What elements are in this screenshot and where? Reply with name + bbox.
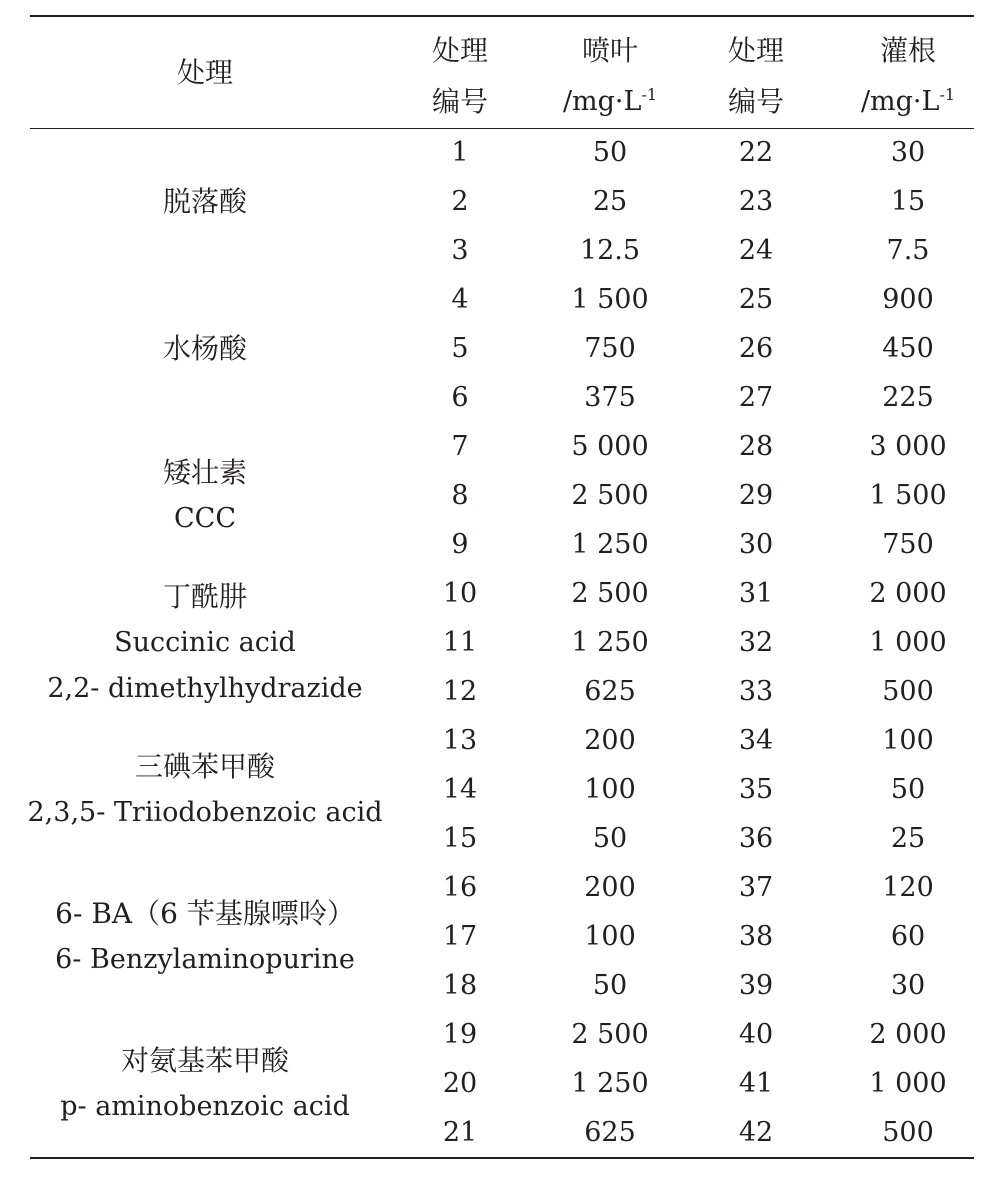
treatment-cell xyxy=(30,422,380,569)
treatment-no-root: 37 xyxy=(738,872,774,903)
treatment-no-spray: 3 xyxy=(451,235,469,266)
bottom-rule xyxy=(30,1157,974,1159)
treatment-no-root: 32 xyxy=(738,627,774,658)
header-no2-line1: 处理 xyxy=(727,34,784,67)
header-spray-line1: 喷叶 xyxy=(581,34,638,67)
treatment-no-root: 24 xyxy=(738,235,774,266)
treatment-name: 脱落酸 xyxy=(162,184,247,218)
treatment-no-spray: 11 xyxy=(442,627,478,658)
root-conc: 120 xyxy=(882,872,934,903)
treatment-no-root: 26 xyxy=(738,333,774,364)
root-conc: 2 000 xyxy=(869,578,947,609)
spray-conc: 1 500 xyxy=(571,284,649,315)
treatment-no-spray: 1 xyxy=(451,137,469,168)
treatment-no-root: 38 xyxy=(738,921,774,952)
spray-conc: 1 250 xyxy=(571,529,649,560)
root-conc: 2 000 xyxy=(869,1019,947,1050)
treatment-no-spray: 18 xyxy=(442,970,478,1001)
treatment-no-spray: 13 xyxy=(442,725,478,756)
treatment-no-spray: 7 xyxy=(451,431,469,462)
treatment-name-alt: 2,3,5- Triiodobenzoic acid xyxy=(27,796,383,828)
treatment-no-root: 33 xyxy=(738,676,774,707)
spray-conc: 100 xyxy=(584,774,636,805)
root-conc: 30 xyxy=(890,970,926,1001)
root-conc: 500 xyxy=(882,1117,934,1148)
treatment-no-root: 27 xyxy=(738,382,774,413)
treatment-no-spray: 20 xyxy=(442,1068,478,1099)
treatment-no-spray: 16 xyxy=(442,872,478,903)
treatment-no-spray: 12 xyxy=(442,676,478,707)
header-spray-unit-text: /mg·L xyxy=(562,86,642,117)
root-conc: 450 xyxy=(882,333,934,364)
root-conc: 50 xyxy=(890,774,926,805)
treatment-no-spray: 21 xyxy=(442,1117,478,1148)
spray-conc: 1 250 xyxy=(571,1068,649,1099)
treatment-no-spray: 8 xyxy=(451,480,469,511)
treatment-no-spray: 10 xyxy=(442,578,478,609)
root-conc: 1 500 xyxy=(869,480,947,511)
treatment-no-spray: 4 xyxy=(451,284,469,315)
spray-conc: 625 xyxy=(584,676,636,707)
spray-conc: 200 xyxy=(584,725,636,756)
treatment-name: 丁酰肼 xyxy=(162,579,247,613)
treatment-name: 矮壮素 xyxy=(162,455,247,489)
root-conc: 7.5 xyxy=(886,235,930,266)
header-no1-line2: 编号 xyxy=(431,85,488,118)
spray-conc: 2 500 xyxy=(571,578,649,609)
treatment-cell xyxy=(30,1010,380,1157)
treatment-name: 水杨酸 xyxy=(162,331,247,365)
header-root-unit-exp: -1 xyxy=(939,85,956,104)
treatment-cell xyxy=(30,128,380,275)
header-root-unit xyxy=(838,87,978,117)
treatment-name-alt: p- aminobenzoic acid xyxy=(60,1090,350,1122)
treatment-name: 对氨基苯甲酸 xyxy=(120,1043,289,1077)
header-root-unit-text: /mg·L xyxy=(860,86,940,117)
treatment-name-alt: 6- Benzylaminopurine xyxy=(55,943,355,975)
root-conc: 1 000 xyxy=(869,627,947,658)
treatment-name: 6- BA（6 苄基腺嘌呤） xyxy=(55,896,355,930)
header-treatment: 处理 xyxy=(176,56,233,89)
root-conc: 225 xyxy=(882,382,934,413)
root-conc: 30 xyxy=(890,137,926,168)
treatment-no-root: 41 xyxy=(738,1068,774,1099)
treatment-no-root: 34 xyxy=(738,725,774,756)
root-conc: 750 xyxy=(882,529,934,560)
treatment-name: 三碘苯甲酸 xyxy=(134,749,275,783)
spray-conc: 25 xyxy=(592,186,628,217)
treatment-no-root: 31 xyxy=(738,578,774,609)
treatment-no-spray: 15 xyxy=(442,823,478,854)
treatment-no-spray: 19 xyxy=(442,1019,478,1050)
treatment-no-root: 36 xyxy=(738,823,774,854)
treatment-cell xyxy=(30,275,380,422)
root-conc: 100 xyxy=(882,725,934,756)
treatment-no-root: 39 xyxy=(738,970,774,1001)
root-conc: 1 000 xyxy=(869,1068,947,1099)
treatment-no-spray: 14 xyxy=(442,774,478,805)
treatment-no-root: 42 xyxy=(738,1117,774,1148)
treatment-cell xyxy=(30,863,380,1010)
treatment-name-alt: Succinic acid xyxy=(114,626,296,658)
treatment-no-spray: 6 xyxy=(451,382,469,413)
treatment-no-spray: 5 xyxy=(451,333,469,364)
spray-conc: 5 000 xyxy=(571,431,649,462)
spray-conc: 50 xyxy=(592,137,628,168)
root-conc: 15 xyxy=(890,186,926,217)
treatment-no-root: 28 xyxy=(738,431,774,462)
top-rule xyxy=(30,15,974,17)
header-spray-unit xyxy=(540,87,680,117)
spray-conc: 625 xyxy=(584,1117,636,1148)
spray-conc: 750 xyxy=(584,333,636,364)
spray-conc: 100 xyxy=(584,921,636,952)
treatment-name-alt: CCC xyxy=(174,502,236,534)
spray-conc: 12.5 xyxy=(579,235,641,266)
treatment-no-root: 23 xyxy=(738,186,774,217)
treatment-no-root: 35 xyxy=(738,774,774,805)
header-spray-unit-exp: -1 xyxy=(641,85,658,104)
spray-conc: 200 xyxy=(584,872,636,903)
spray-conc: 50 xyxy=(592,970,628,1001)
root-conc: 900 xyxy=(882,284,934,315)
treatment-no-root: 29 xyxy=(738,480,774,511)
header-root-line1: 灌根 xyxy=(879,34,936,67)
treatment-name-alt: 2,2- dimethylhydrazide xyxy=(47,672,363,704)
treatment-cell xyxy=(27,716,383,863)
root-conc: 500 xyxy=(882,676,934,707)
root-conc: 3 000 xyxy=(869,431,947,462)
treatment-no-root: 25 xyxy=(738,284,774,315)
treatment-no-spray: 9 xyxy=(451,529,469,560)
spray-conc: 50 xyxy=(592,823,628,854)
spray-conc: 2 500 xyxy=(571,480,649,511)
root-conc: 60 xyxy=(890,921,926,952)
treatment-no-root: 22 xyxy=(738,137,774,168)
treatment-no-root: 30 xyxy=(738,529,774,560)
treatment-cell xyxy=(30,569,380,716)
header-no1-line1: 处理 xyxy=(431,34,488,67)
spray-conc: 1 250 xyxy=(571,627,649,658)
treatment-no-spray: 17 xyxy=(442,921,478,952)
root-conc: 25 xyxy=(890,823,926,854)
treatment-no-root: 40 xyxy=(738,1019,774,1050)
treatment-no-spray: 2 xyxy=(451,186,469,217)
spray-conc: 375 xyxy=(584,382,636,413)
header-no2-line2: 编号 xyxy=(727,85,784,118)
spray-conc: 2 500 xyxy=(571,1019,649,1050)
